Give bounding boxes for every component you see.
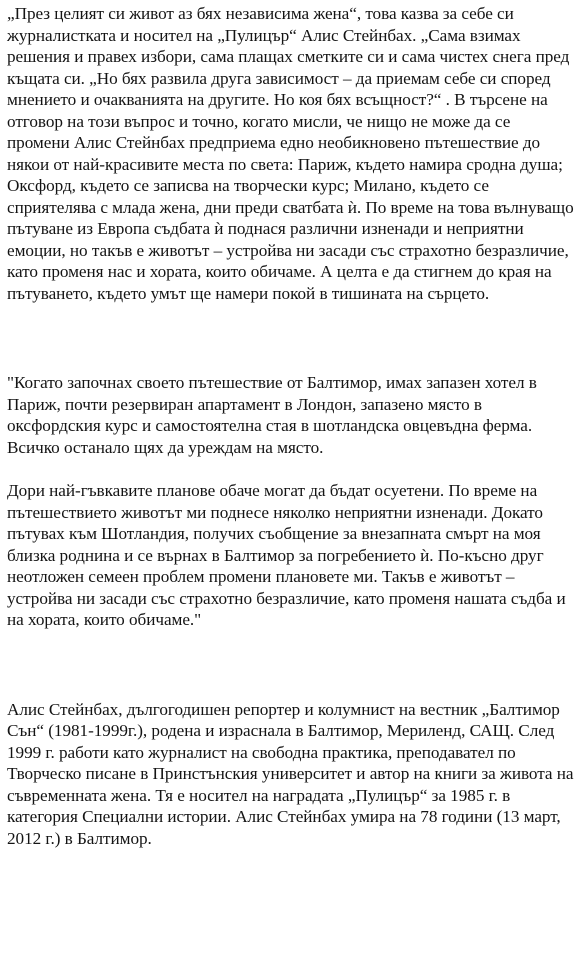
document-body [7,0,577,849]
paragraph-author-quote-changes: Дори най-гъвкавите планове обаче могат да бъдат осуетени. По време на пътешествието животът ми поднесе няколко неприятни изненади. Докато пътувах към Шотландия, получих съобщение за внезапната смърт на моя близка роднина и се върнах в Балтимор за погребението ѝ. По-късно друг неотложен семеен проблем промени плановете ми. Такъв е животът – устройва ни засади със страхотно безразличие, като променя нашата съдба и на хората, които обичаме." [7,481,566,629]
paragraph-author-quote-plans: "Когато започнах своето пътешествие от Балтимор, имах запазен хотел в Париж, почти резервиран апартамент в Лондон, запазено място в оксфордския курс и самостоятелна стая в шотландска овцевъдна ферма. Всичко останало щях да уреждам на място. [7,373,537,457]
paragraph-author-bio: Алис Стейнбах, дългогодишен репортер и колумнист на вестник „Балтимор Сън“ (1981-1999г.), родена и израснала в Балтимор, Мериленд, САЩ. След 1999 г. работи като журналист на свободна практика, преподавател по Творческо писане в Принстънския университет и автор на книги за живота на съвременната жена. Тя е носител на наградата „Пулицър“ за 1985 г. в категория Специални истории. Алис Стейнбах умира на 78 години (13 март, 2012 г.) в Балтимор. [7,699,574,848]
paragraph-book-description: „През целият си живот аз бях независима жена“, това казва за себе си журналистката и носител на „Пулицър“ Алис Стейнбах. „Сама взимах решения и правех избори, сама плащах сметките си и сама чистех снега пред къщата си. „Но бях развила друга зависимост – да приемам себе си според мнението и очакванията на другите. Но коя бях всъщност?“ . В търсене на отговор на този въпрос и точно, когато мисли, че нищо не може да се промени Алис Стейнбах предприема едно необикновено пътешествие до някои от най-красивите места по света: Париж, където намира сродна душа; Оксфорд, където се записва на творчески курс; Милано, където се сприятелява с млада жена, дни преди сватбата ѝ. По време на това вълнуващо пътуване из Европа съдбата ѝ поднася различни изненади и неприятни емоции, но такъв е животът – устройва ни засади със страхотно безразличие, като променя нас и хората, които обичаме. А целта е да стигнем до края на пътуването, където умът ще намери покой в тишината на сърцето. [7,4,574,303]
